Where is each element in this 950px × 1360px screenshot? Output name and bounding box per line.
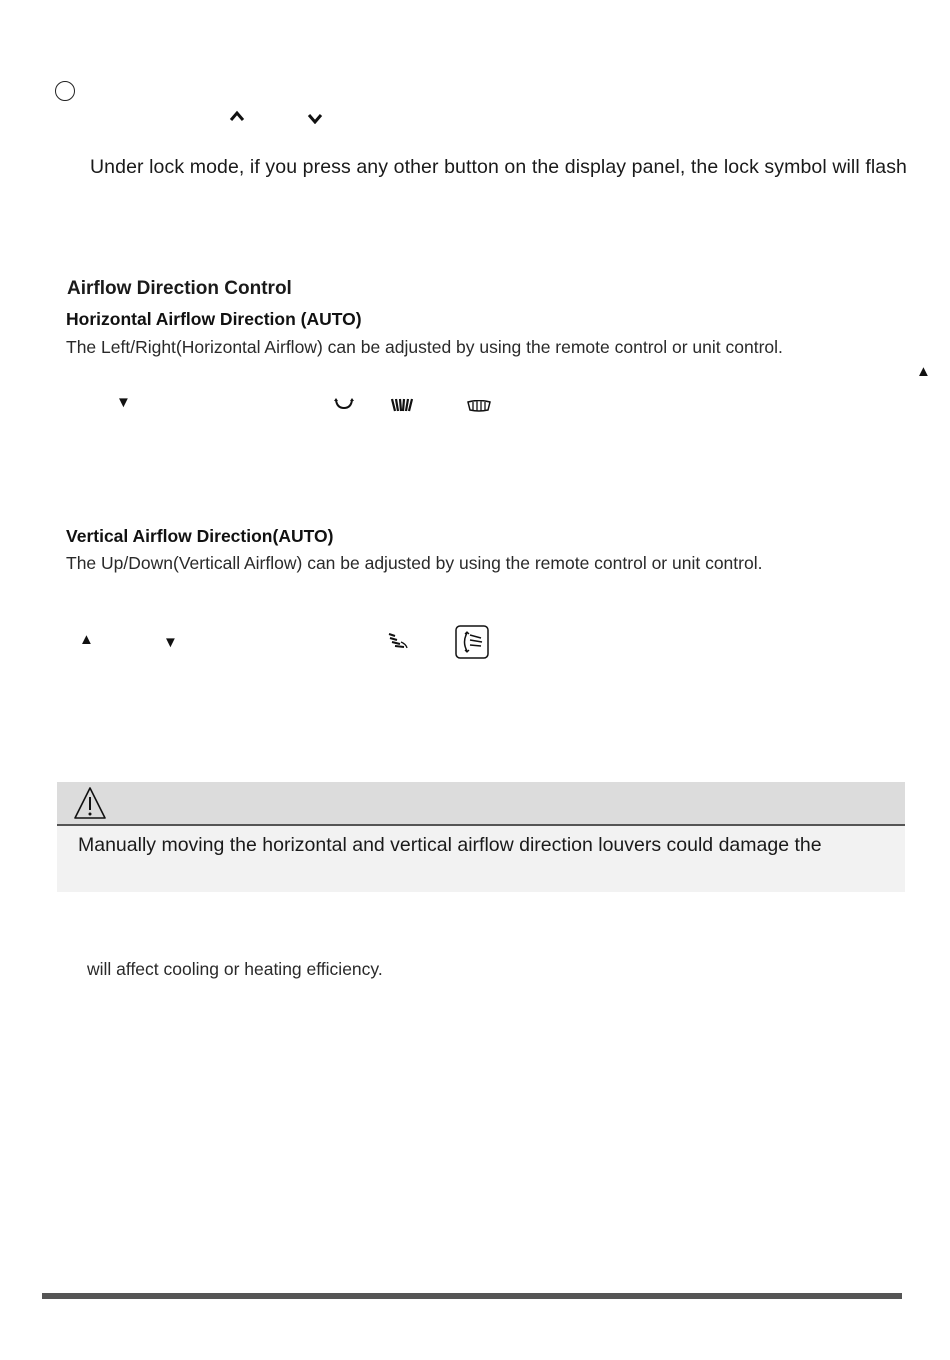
vertical-swing-button-icon <box>455 625 489 659</box>
caution-text: Manually moving the horizontal and vertical airflow direction louvers could damage the <box>78 834 822 856</box>
vertical-title: Vertical Airflow Direction(AUTO) <box>66 526 334 546</box>
caution-box <box>57 782 905 892</box>
chevron-down-icon <box>307 112 323 124</box>
chevron-up-icon <box>229 110 245 122</box>
down-triangle-icon: ▼ <box>116 394 131 411</box>
circle-marker-icon <box>55 81 75 101</box>
up-triangle-icon: ▲ <box>916 363 931 380</box>
swing-icon <box>333 396 355 412</box>
section-title: Airflow Direction Control <box>67 278 292 299</box>
horizontal-louver-flat-icon <box>466 400 492 412</box>
up-triangle-icon: ▲ <box>79 631 94 648</box>
lock-flash-text: Under lock mode, if you press any other button on the display panel, the lock symbol will flash <box>90 156 908 178</box>
horizontal-louver-fan-icon <box>390 397 414 413</box>
vertical-louver-icon <box>387 632 409 650</box>
vertical-description: The Up/Down(Verticall Airflow) can be adjusted by using the remote control or unit control. <box>66 553 763 573</box>
horizontal-title: Horizontal Airflow Direction (AUTO) <box>66 309 362 329</box>
footer-rule <box>42 1293 902 1299</box>
warning-triangle-icon <box>73 786 107 820</box>
efficiency-note: will affect cooling or heating efficiency. <box>87 959 383 979</box>
down-triangle-icon: ▼ <box>163 634 178 651</box>
horizontal-description: The Left/Right(Horizontal Airflow) can be adjusted by using the remote control or unit control. <box>66 337 783 357</box>
caution-header <box>57 782 905 826</box>
